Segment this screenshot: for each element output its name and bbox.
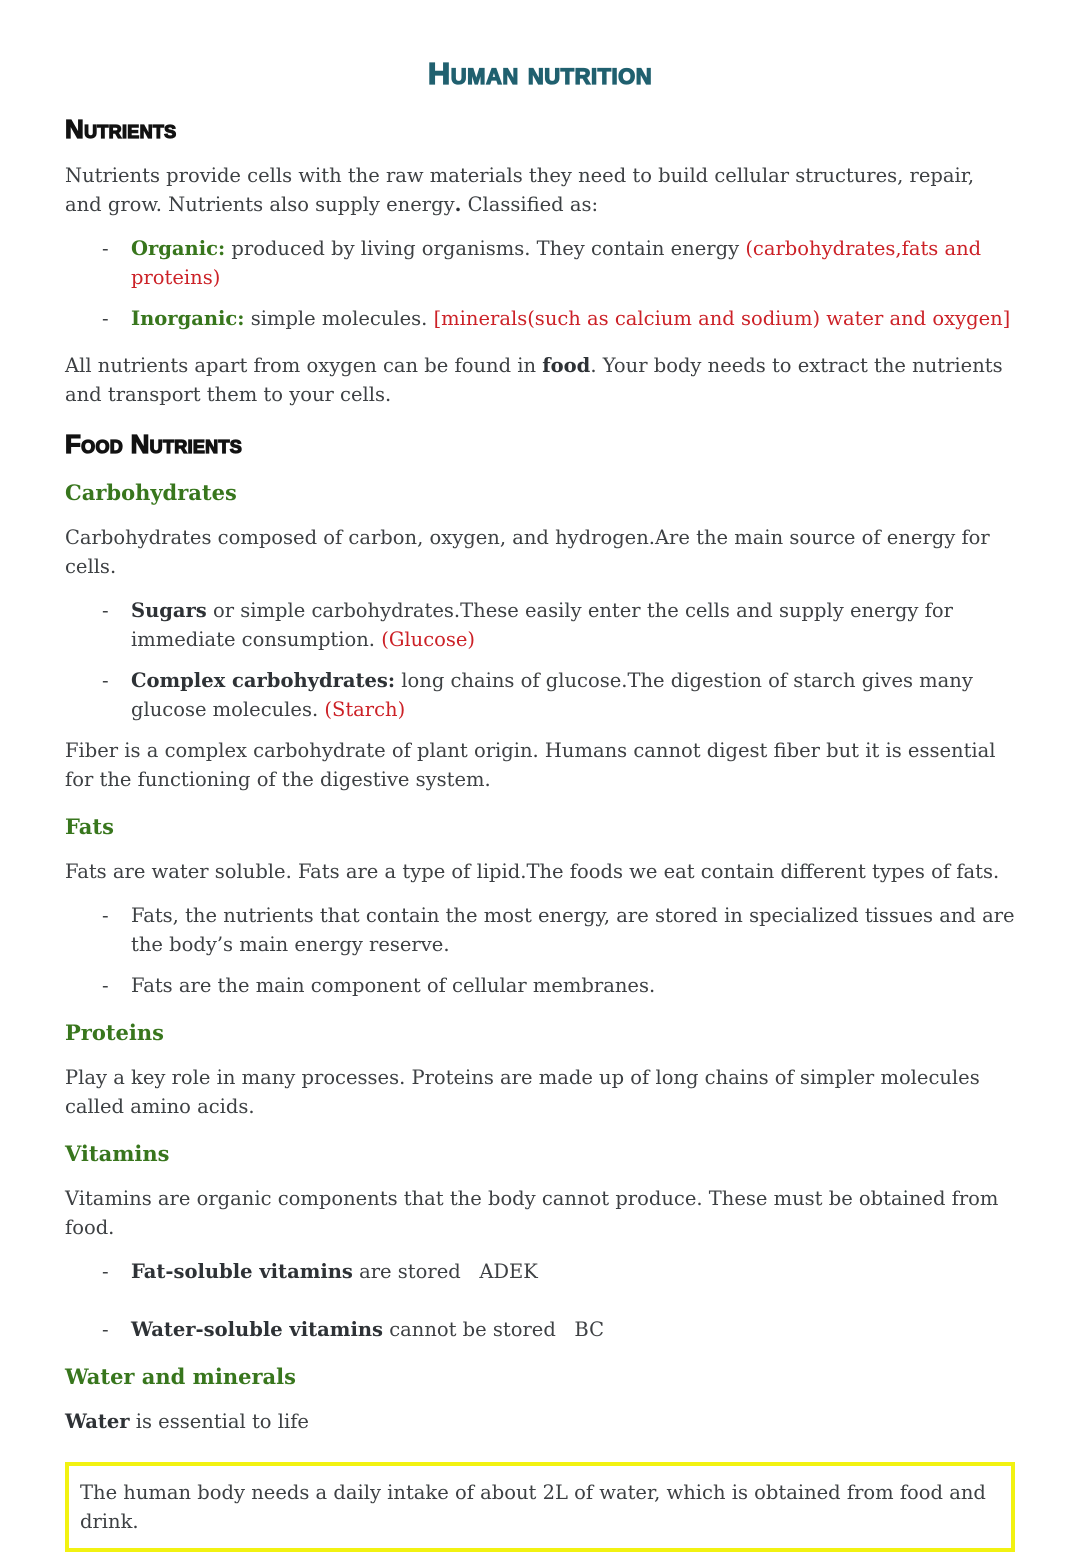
list-item-text [131, 1315, 1015, 1344]
bullet-dash: - [102, 904, 109, 927]
subheading-fats: Fats [65, 814, 114, 839]
section-heading-food-nutrients: Food Nutrients [65, 429, 243, 459]
list-item-text [131, 666, 1015, 724]
paragraph-fats: Fats are water soluble. Fats are a type of lipid.The foods we eat contain different types of fats. [65, 860, 1000, 883]
list-item-text: Fats are the main component of cellular membranes. [131, 974, 656, 997]
paragraph-water [65, 1407, 1015, 1436]
text-run: are stored ADEK [352, 1260, 538, 1283]
complex-label: Complex carbohydrates: [131, 669, 396, 692]
text-run: is essential to life [129, 1410, 309, 1433]
text-run: produced by living organisms. They contain energy [225, 237, 746, 260]
text-run: Nutrients provide cells with the raw materials they need to build cellular structures, repair, and grow. Nutrients also supply energy [65, 164, 975, 216]
text-run: . Your body needs to extract the nutrients and transport them to your cells. [65, 354, 1003, 406]
list-item-fat-soluble-vitamins [65, 1257, 1015, 1286]
paragraph-carbohydrates: Carbohydrates composed of carbon, oxygen, and hydrogen.Are the main source of energy for cells. [65, 526, 990, 578]
list-item-text [131, 596, 1015, 654]
organic-label: Organic: [131, 237, 226, 260]
document-title: Human nutrition [427, 56, 653, 91]
subheading-carbohydrates: Carbohydrates [65, 480, 237, 505]
text-run: simple molecules. [244, 307, 434, 330]
list-item-fats-membranes [65, 971, 1015, 1000]
paragraph-nutrients-intro [65, 161, 1015, 219]
paragraph-nutrients-outro [65, 351, 1015, 409]
list-item-text [131, 234, 1015, 292]
text-run: long chains of glucose.The digestion of starch gives many glucose molecules. [131, 669, 973, 721]
text-run: or simple carbohydrates.These easily enter the cells and supply energy for immediate consumption. [131, 599, 953, 651]
bullet-dash: - [102, 974, 109, 997]
list-item-text: Fats, the nutrients that contain the most energy, are stored in specialized tissues and are the body’s main energy reserve. [131, 904, 1015, 956]
list-item-complex-carbohydrates [65, 666, 1015, 724]
paragraph-vitamins: Vitamins are organic components that the body cannot produce. These must be obtained from food. [65, 1187, 999, 1239]
list-item-text [131, 1257, 1015, 1286]
water-label: Water [65, 1410, 130, 1433]
bullet-dash: - [102, 599, 109, 622]
text-run-red: [minerals(such as calcium and sodium) water and oxygen] [433, 307, 1011, 330]
sugars-label: Sugars [131, 599, 207, 622]
list-item-sugars [65, 596, 1015, 654]
section-heading-nutrients: Nutrients [65, 114, 177, 144]
list-item-inorganic [65, 304, 1015, 333]
callout-text: The human body needs a daily intake of about 2L of water, which is obtained from food and drink. [80, 1481, 986, 1533]
list-item-organic [65, 234, 1015, 292]
text-run-bold: . [454, 193, 462, 216]
paragraph-proteins: Play a key role in many processes. Proteins are made up of long chains of simpler molecules called amino acids. [65, 1066, 980, 1118]
bullet-dash: - [102, 1318, 109, 1341]
subheading-proteins: Proteins [65, 1020, 164, 1045]
bullet-dash: - [102, 1260, 109, 1283]
text-run-red: (Glucose) [381, 628, 476, 651]
list-item-fats-energy [65, 901, 1015, 959]
inorganic-label: Inorganic: [131, 307, 245, 330]
text-run: Classified as: [461, 193, 599, 216]
water-soluble-label: Water-soluble vitamins [131, 1318, 384, 1341]
subheading-water-and-minerals: Water and minerals [65, 1364, 296, 1389]
bullet-dash: - [102, 307, 109, 330]
text-run: All nutrients apart from oxygen can be found in [65, 354, 543, 377]
paragraph-fiber: Fiber is a complex carbohydrate of plant origin. Humans cannot digest fiber but it is essential for the functioning of the digestive system. [65, 739, 996, 791]
text-run-red: (Starch) [324, 698, 406, 721]
fat-soluble-label: Fat-soluble vitamins [131, 1260, 353, 1283]
highlighted-callout-box [65, 1462, 1015, 1552]
list-item-text [131, 304, 1015, 333]
list-item-water-soluble-vitamins [65, 1315, 1015, 1344]
bullet-dash: - [102, 669, 109, 692]
bullet-dash: - [102, 237, 109, 260]
text-run-bold: food [542, 354, 591, 377]
text-run-red: (carbohydrates,fats and proteins) [131, 237, 982, 289]
subheading-vitamins: Vitamins [65, 1141, 170, 1166]
text-run: cannot be stored BC [383, 1318, 605, 1341]
